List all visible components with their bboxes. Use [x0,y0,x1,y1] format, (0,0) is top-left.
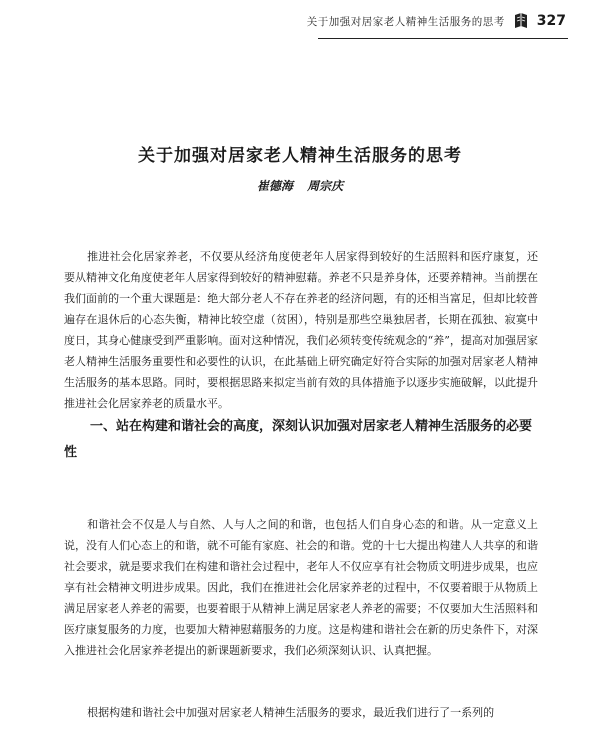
page-number: 327 [536,13,566,29]
running-header [307,12,566,30]
section-paragraph: 和谐社会不仅是人与自然、人与人之间的和谐，也包括人们自身心态的和谐。从一定意义上说，没有人们心态上的和谐，就不可能有家庭、社会的和谐。党的十七大提出构建人人共享的和谐社会要求，就是要求我们在构建和谐社会过程中，老年人不仅应享有社会物质文明进步成果，也应享有社会精神文明进步成果。因此，我们在推进社会化居家养老的过程中，不仅要着眼于从物质上满足居家老人养老的需要，也要着眼于从精神上满足居家老人养老的需要；不仅要加大生活照料和医疗康复服务的力度，也要加大精神慰藉服务的力度。这是构建和谐社会在新的历史条件下，对深入推进社会化居家养老提出的新课题新要求，我们必须深刻认识、认真把握。 [64,518,538,657]
article-authors: 崔德海 周宗庆 [256,179,344,193]
book-icon [513,12,529,30]
running-title: 关于加强对居家老人精神生活服务的思考 [306,15,505,28]
intro-paragraph: 推进社会化居家养老，不仅要从经济角度使老年人居家得到较好的生活照料和医疗康复，还要从精神文化角度使老年人居家得到较好的精神慰藉。养老不只是养身体，还要养精神。当前摆在我们面前的一个重大课题是：绝大部分老人不存在养老的经济问题，有的还相当富足，但却比较普遍存在退休后的心态失衡，精神比较空虚（贫困），特别是那些空巢独居者，长期在孤独、寂寞中度日，其身心健康受到严重影响。面对这种情况，我们必须转变传统观念的“养”，提高对加强居家老人精神生活服务重要性和必要性的认识，在此基础上研究确定好符合实际的加强对居家老人精神生活服务的基本思路。同时，要根据思路来拟定当前有效的具体措施予以逐步实施破解，以此提升推进社会化居家养老的质量水平。 [64,250,538,410]
section-paragraph-continued: 根据构建和谐社会中加强对居家老人精神生活服务的要求，最近我们进行了一系列的 [87,706,495,719]
section-heading: 一、站在构建和谐社会的高度，深刻认识加强对居家老人精神生活服务的必要性 [64,419,533,460]
header-rule [318,38,568,39]
article-title: 关于加强对居家老人精神生活服务的思考 [138,146,462,167]
